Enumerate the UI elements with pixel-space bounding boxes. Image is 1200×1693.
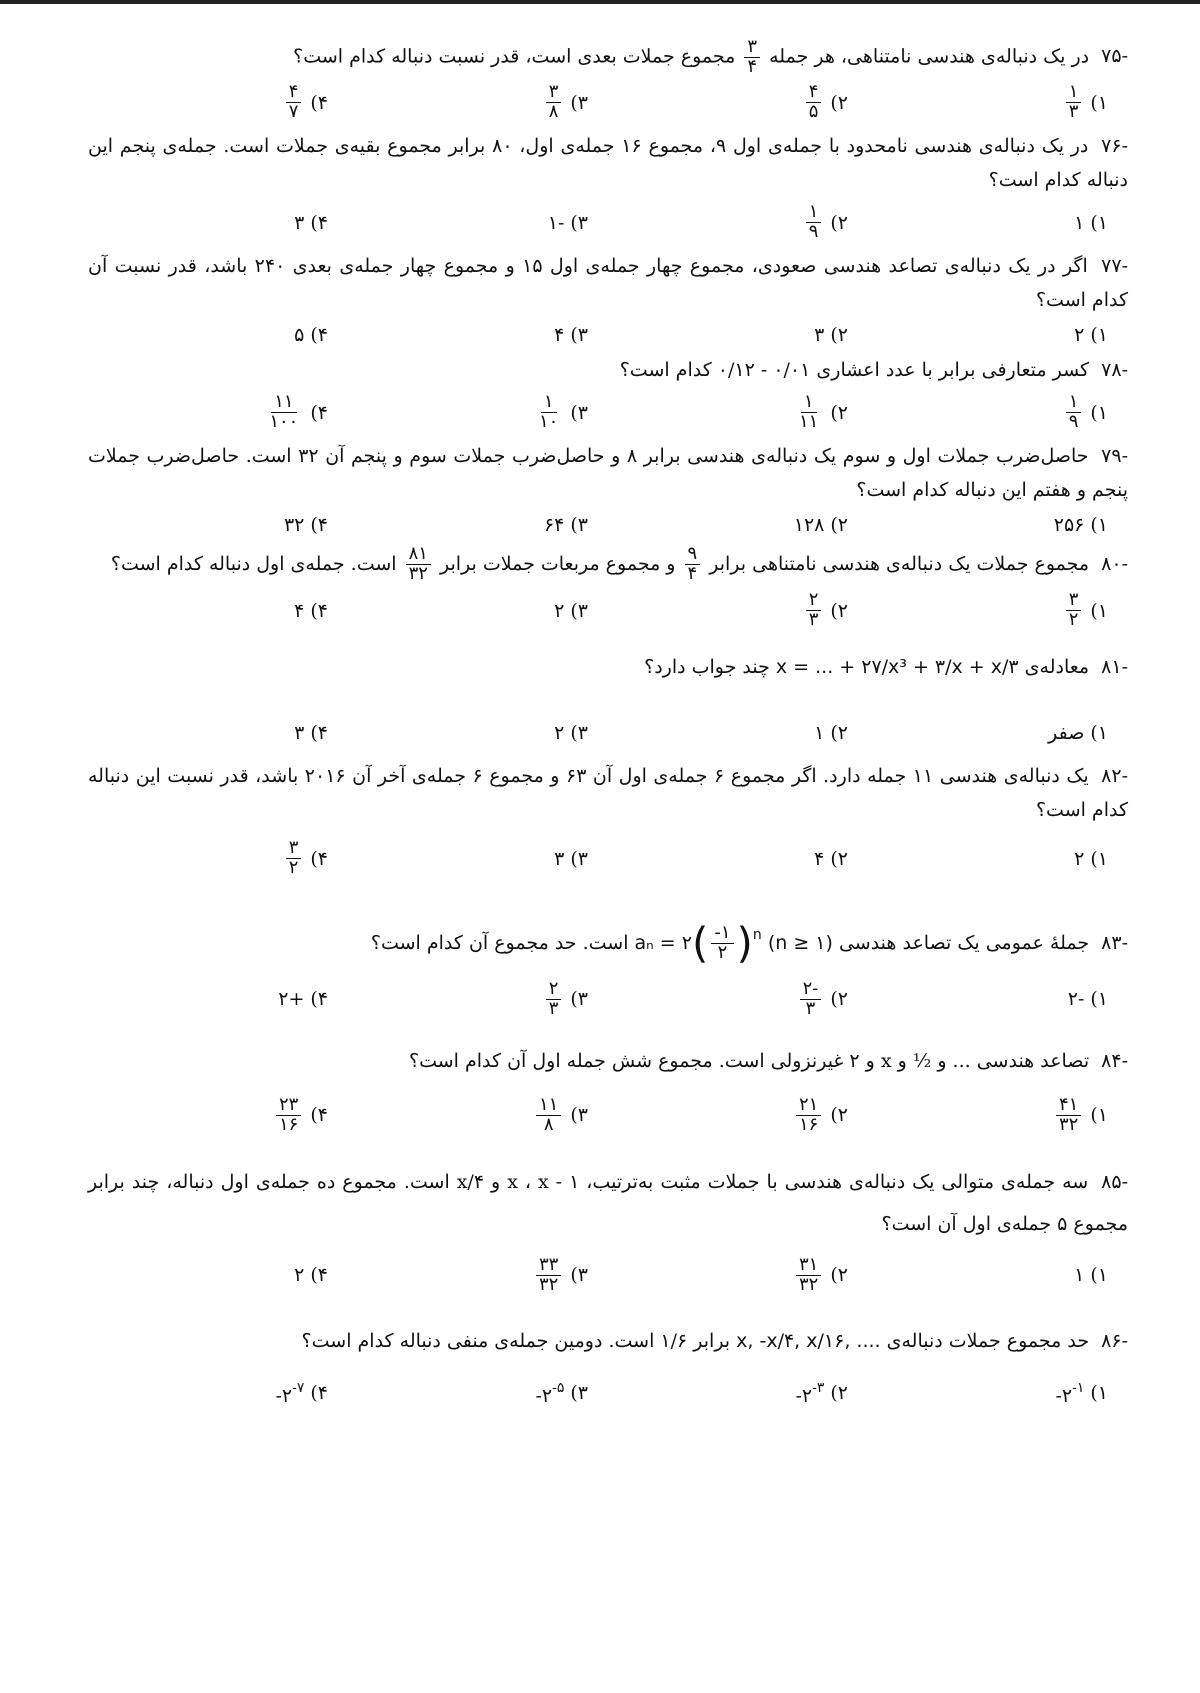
question-text: کسر متعارفی برابر با عدد اعشاری xyxy=(816,358,1090,381)
options-75 xyxy=(88,77,1128,129)
question-number: -۸۳ xyxy=(1101,931,1128,954)
question-number: -۸۶ xyxy=(1101,1330,1128,1353)
option-1[interactable]: ۱) ۲۵۶ xyxy=(1053,513,1108,536)
option-4[interactable]: ۴) $\frac{۳}{۲}$ xyxy=(88,839,348,878)
option-4[interactable]: ۴) ۲ xyxy=(294,1264,328,1287)
option-4[interactable]: ۴) +۲ xyxy=(278,988,328,1011)
options-79 xyxy=(88,507,1128,543)
option-3[interactable]: ۳) $\frac{۳}{۸}$ xyxy=(348,83,608,122)
option-4[interactable]: ۴) $\frac{۱۱}{۱۰۰}$ xyxy=(269,391,328,433)
option-3[interactable]: ۳) $\frac{۳۳}{۳۲}$ xyxy=(348,1256,608,1295)
question-number: -۷۵ xyxy=(1101,45,1128,68)
question-85 xyxy=(88,1161,1128,1305)
question-75 xyxy=(88,38,1128,129)
question-text: است. جمله‌ی اول دنباله کدام است؟ xyxy=(110,552,397,575)
question-79-text xyxy=(88,439,1128,507)
option-3[interactable]: ۳) $\frac{۱۱}{۸}$ xyxy=(348,1096,608,1135)
decimal-expression: ۰/۱۲ - ۰/۰۱ xyxy=(717,358,811,381)
question-84-text xyxy=(88,1039,1128,1083)
option-2[interactable]: ۲) ۴ xyxy=(814,847,848,870)
question-80-text xyxy=(88,543,1128,585)
option-4[interactable]: ۴) $\frac{۴}{۷}$ xyxy=(88,83,348,122)
question-80 xyxy=(88,543,1128,637)
option-2[interactable]: ۲) $\frac{۱}{۹}$ xyxy=(608,203,868,242)
fraction: $\frac{۹}{۴}$ xyxy=(685,545,701,584)
question-number: -۸۰ xyxy=(1101,552,1128,575)
page-top-border xyxy=(0,0,1200,4)
question-78-text xyxy=(88,353,1128,387)
sequence-terms: x ، x - ۱ و x/۴ xyxy=(456,1171,580,1194)
question-86-text xyxy=(88,1319,1128,1363)
question-76-text xyxy=(88,129,1128,197)
option-3[interactable]: ۳) ۶۴ xyxy=(543,513,588,536)
option-1[interactable]: ۱) -۲ xyxy=(1067,988,1108,1011)
question-81-text xyxy=(88,645,1128,689)
option-3[interactable]: ۳) -۱ xyxy=(547,211,588,234)
question-text: سه جمله‌ی متوالی یک دنباله‌ی هندسی با جملات مثبت به‌ترتیب، xyxy=(586,1171,1089,1194)
option-3[interactable]: ۳) $\frac{۱}{۱۰}$ xyxy=(539,391,588,433)
option-2[interactable]: ۲) $\frac{-۲}{۳}$ xyxy=(608,980,868,1019)
option-3[interactable]: ۳) ۳ xyxy=(554,847,588,870)
option-1[interactable]: ۱) ۲ xyxy=(1074,847,1108,870)
option-1[interactable]: ۱) ۲ xyxy=(1074,323,1108,346)
question-text: اگر در یک دنباله‌ی تصاعد هندسی صعودی، مجموع چهار جمله‌ی اول ۱۵ و مجموع چهار جمله‌ی بعدی ۲۴۰ باشد، قدر نسبت آن کدام است؟ xyxy=(88,254,1128,311)
question-78 xyxy=(88,353,1128,439)
question-text: مجموع جملات یک دنباله‌ی هندسی نامتناهی برابر xyxy=(709,552,1090,575)
question-number: -۸۵ xyxy=(1101,1171,1129,1194)
options-83 xyxy=(88,973,1128,1025)
option-2[interactable]: ۲) $\frac{۴}{۵}$ xyxy=(608,83,868,122)
question-82-text xyxy=(88,759,1128,827)
question-text: غیرنزولی است. مجموع شش جمله اول آن کدام است؟ xyxy=(409,1050,844,1073)
sequence: x, -x/۴, x/۱۶, .... xyxy=(736,1330,881,1353)
question-text: و مجموع مربعات جملات برابر xyxy=(440,552,676,575)
question-number: -۸۱ xyxy=(1101,655,1128,678)
options-77 xyxy=(88,317,1128,353)
question-text: چند جواب دارد؟ xyxy=(644,655,770,678)
question-text: در یک دنباله‌ی هندسی نامحدود با جمله‌ی اول ۹، مجموع ۱۶ جمله‌ی اول، ۸۰ برابر مجموع بقیه‌ی جملات است. جمله‌ی پنجم این دنباله کدام است؟ xyxy=(88,134,1128,191)
options-81 xyxy=(88,707,1128,759)
option-4[interactable]: ۴) ۳ xyxy=(294,211,328,234)
question-number: -۷۹ xyxy=(1101,444,1128,467)
question-text: جملهٔ عمومی یک تصاعد هندسی xyxy=(838,931,1090,954)
fraction: $\frac{۳}{۴}$ xyxy=(744,38,760,77)
condition: (n ≥ ۱) xyxy=(767,931,833,954)
option-3[interactable]: ۳) ۲ xyxy=(554,599,588,622)
options-78 xyxy=(88,387,1128,439)
question-text: تصاعد هندسی xyxy=(976,1050,1090,1073)
option-2[interactable]: ۲) $\frac{۳۱}{۳۲}$ xyxy=(608,1256,868,1295)
option-2[interactable]: ۲) $\frac{۲۱}{۱۶}$ xyxy=(608,1096,868,1135)
option-2[interactable]: ۲) $\frac{۱}{۱۱}$ xyxy=(799,391,848,433)
option-1[interactable]: ۱) $\frac{۳}{۲}$ xyxy=(868,591,1128,630)
question-76 xyxy=(88,129,1128,249)
exam-page xyxy=(88,38,1128,1423)
question-82 xyxy=(88,759,1128,885)
question-number: -۸۴ xyxy=(1101,1050,1128,1073)
question-text: حد مجموع جملات دنباله‌ی xyxy=(886,1330,1090,1353)
question-83-text xyxy=(88,905,1128,974)
question-text: معادله‌ی xyxy=(1024,655,1090,678)
question-text: حاصل‌ضرب جملات اول و سوم یک دنباله‌ی هندسی برابر ۸ و حاصل‌ضرب جملات سوم و پنجم آن ۳۲ است. حاصل‌ضرب جملات پنجم و هفتم این دنباله کدام است؟ xyxy=(88,444,1128,501)
question-number: -۷۶ xyxy=(1101,134,1128,157)
question-83 xyxy=(88,905,1128,1026)
options-86 xyxy=(88,1363,1128,1423)
options-84 xyxy=(88,1083,1128,1147)
option-2[interactable]: ۲) $\frac{۲}{۳}$ xyxy=(608,591,868,630)
question-text: مجموع جملات بعدی است، قدر نسبت دنباله کدام است؟ xyxy=(293,45,736,68)
option-2[interactable]: ۲) ۳ xyxy=(814,323,848,346)
option-2[interactable]: ۲) ۱ xyxy=(814,721,848,744)
question-number: -۷۸ xyxy=(1101,358,1128,381)
question-text: کدام است؟ xyxy=(619,358,712,381)
option-1[interactable]: ۱) ۱ xyxy=(1074,1264,1108,1287)
option-4[interactable]: ۴) $-۲^{-۷}$ xyxy=(275,1379,328,1407)
options-82 xyxy=(88,833,1128,885)
option-3[interactable]: ۳) ۴ xyxy=(554,323,588,346)
question-text: برابر ۱/۶ است. دومین جمله‌ی منفی دنباله کدام است؟ xyxy=(301,1330,731,1353)
option-4[interactable]: ۴) ۵ xyxy=(294,323,328,346)
question-81 xyxy=(88,645,1128,759)
general-term-formula: aₙ = ۲( $\frac{-۱}{۲}$ )$^n$ xyxy=(634,918,762,968)
equation: x = ... + ۲۷/x³ + ۳/x + x/۳ xyxy=(775,655,1019,678)
options-80 xyxy=(88,585,1128,637)
question-number: -۸۲ xyxy=(1101,764,1128,787)
option-1[interactable]: ۱) $\frac{۱}{۹}$ xyxy=(868,393,1128,432)
question-text: در یک دنباله‌ی هندسی نامتناهی، هر جمله xyxy=(769,45,1090,68)
question-text: است. مجموع ده جمله‌ی اول دنباله، چند برابر مجموع ۵ جمله‌ی اول آن است؟ xyxy=(88,1171,1128,1236)
options-76 xyxy=(88,197,1128,249)
question-text: یک دنباله‌ی هندسی ۱۱ جمله دارد. اگر مجموع ۶ جمله‌ی اول آن ۶۳ و مجموع ۶ جمله‌ی آخر آن ۲۰۱۶ باشد، قدر نسبت این دنباله کدام است؟ xyxy=(88,764,1128,821)
option-4[interactable]: ۴) $\frac{۲۳}{۱۶}$ xyxy=(88,1096,348,1135)
question-77 xyxy=(88,249,1128,353)
options-85 xyxy=(88,1245,1128,1305)
option-2[interactable]: ۲) $-۲^{-۳}$ xyxy=(795,1379,848,1407)
question-75-text xyxy=(88,38,1128,77)
option-1[interactable]: ۱) $\frac{۱}{۳}$ xyxy=(868,83,1128,122)
option-1[interactable]: ۱) $-۲^{-۱}$ xyxy=(1055,1379,1108,1407)
option-1[interactable]: ۱) صفر xyxy=(1048,721,1108,744)
question-number: -۷۷ xyxy=(1101,254,1128,277)
question-79 xyxy=(88,439,1128,543)
option-1[interactable]: ۱) ۱ xyxy=(1074,211,1108,234)
option-3[interactable]: ۳) ۲ xyxy=(554,721,588,744)
question-86 xyxy=(88,1319,1128,1423)
option-4[interactable]: ۴) ۳ xyxy=(294,721,328,744)
option-3[interactable]: ۳) $-۲^{-۵}$ xyxy=(535,1379,588,1407)
option-4[interactable]: ۴) ۴ xyxy=(294,599,328,622)
option-4[interactable]: ۴) ۳۲ xyxy=(283,513,328,536)
option-1[interactable]: ۱) $\frac{۴۱}{۳۲}$ xyxy=(868,1096,1128,1135)
question-77-text xyxy=(88,249,1128,317)
question-text: است. حد مجموع آن کدام است؟ xyxy=(370,931,629,954)
fraction: $\frac{۸۱}{۳۲}$ xyxy=(406,545,431,584)
option-3[interactable]: ۳) $\frac{۲}{۳}$ xyxy=(348,980,608,1019)
question-84 xyxy=(88,1039,1128,1147)
option-2[interactable]: ۲) ۱۲۸ xyxy=(793,513,848,536)
sequence: ... و ½ و x و ۲ xyxy=(849,1050,971,1073)
question-85-text xyxy=(88,1161,1128,1245)
